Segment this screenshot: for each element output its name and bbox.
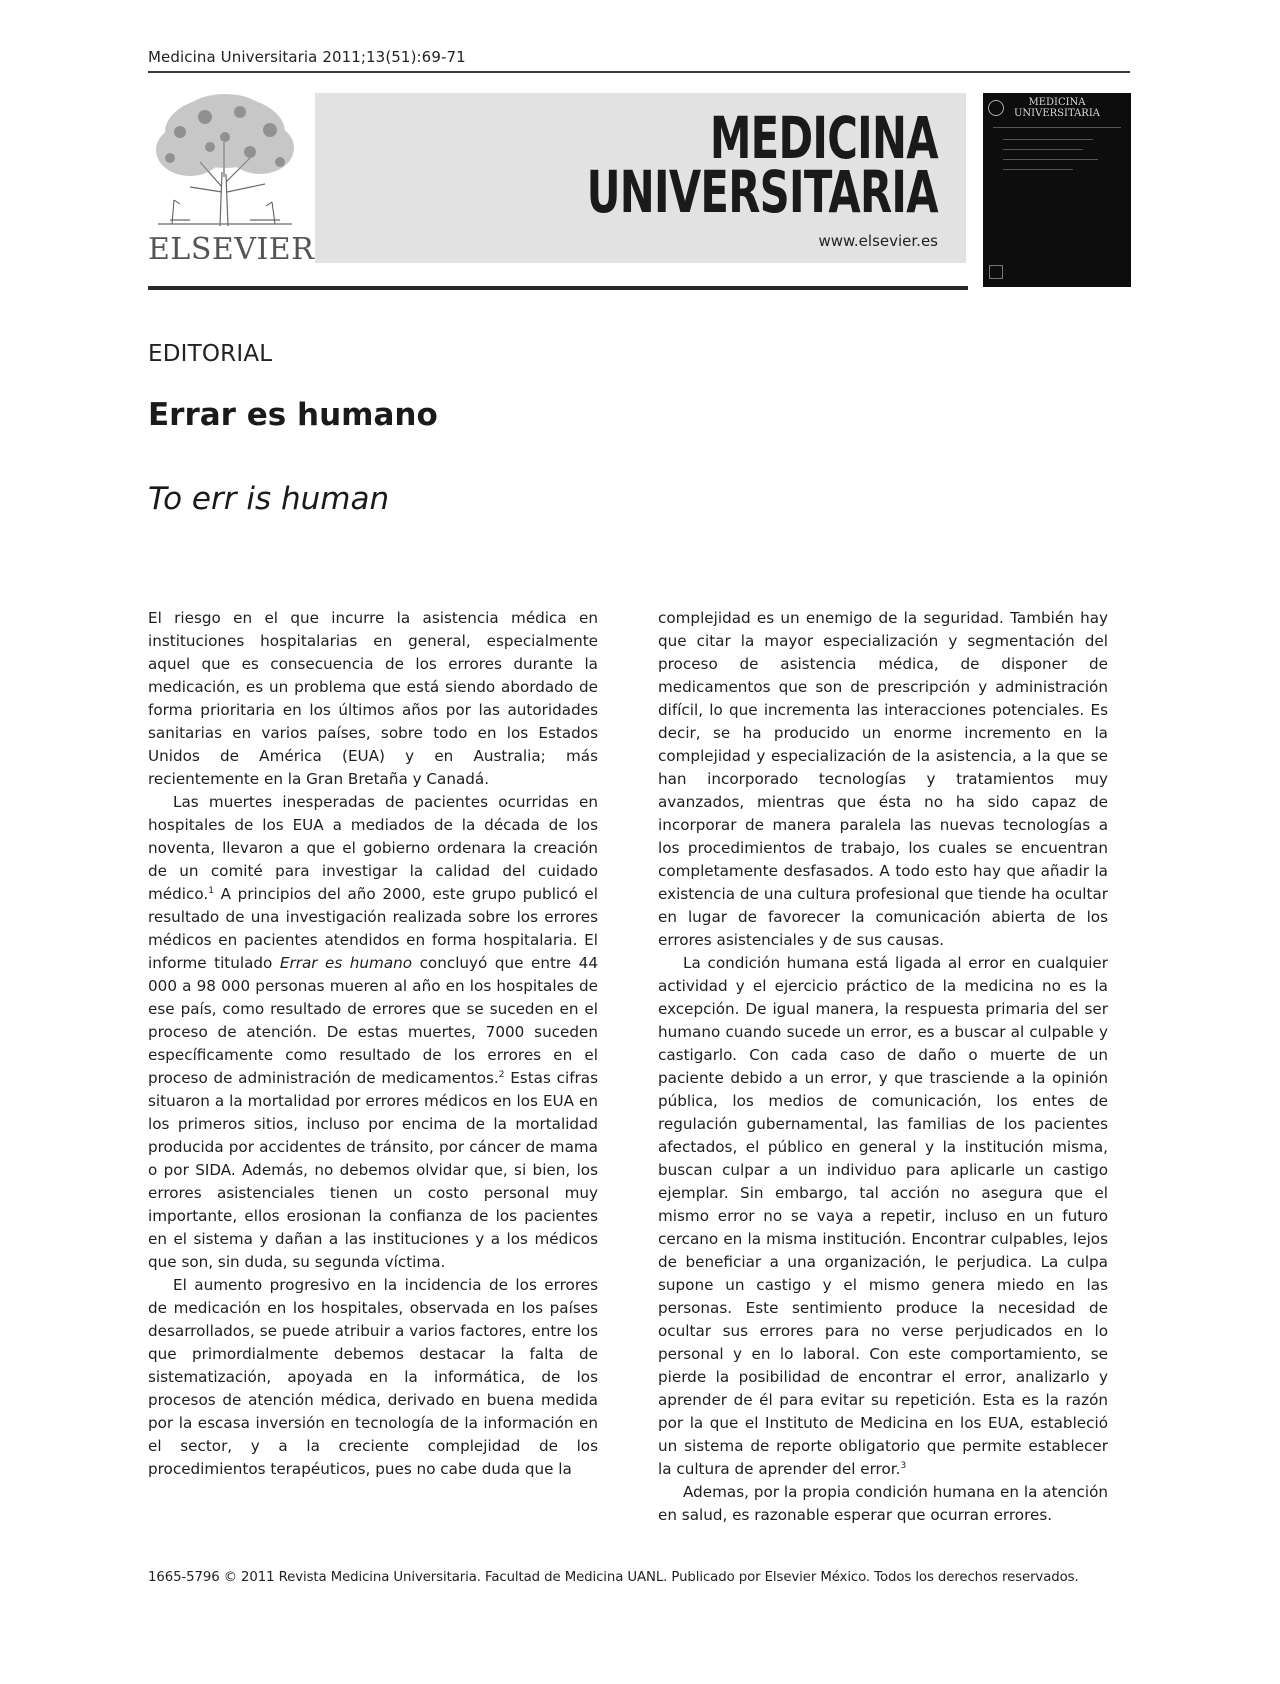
cover-divider: [993, 127, 1121, 128]
text-run: concluyó que entre 44 000 a 98 000 personas mueren al año en los hospitales de ese país, como resultado de errores que se suceden en el proceso de atención. De estas muertes, 7000 suceden específicamente como resultado de los errores en el proceso de administración de medicamentos.: [148, 954, 598, 1087]
cover-toc-line: [1003, 139, 1093, 140]
journal-title-line2: UNIVERSITARIA: [586, 158, 938, 226]
elsevier-tree-icon: [150, 92, 300, 230]
text-run: Estas cifras situaron a la mortalidad por errores médicos en los EUA en los primeros sitios, incluso por encima de la mortalidad producida por accidentes de tránsito, por cáncer de mama o por SIDA. Además, no debemos olvidar que, si bien, los errores asistenciales tienen un costo personal muy importante, ellos erosionan la confianza de los pacientes en el sistema y dañan a las instituciones y a los médicos que son, sin duda, su segunda víctima.: [148, 1069, 599, 1271]
citation-rule: [148, 71, 1130, 73]
cover-title-line1: MEDICINA: [1028, 97, 1086, 108]
copyright-footer: 1665-5796 © 2011 Revista Medicina Universitaria. Facultad de Medicina UANL. Publicado por Elsevier México. Todos los derechos reservados.: [148, 1570, 1079, 1585]
paragraph: El aumento progresivo en la incidencia de los errores de medicación en los hospitales, observada en los países desarrollados, se puede atribuir a varios factores, entre los que primordialmente debemos destacar la falta de sistematización, apoyada en la informática, de los procesos de atención médica, derivado en buena medida por la escasa inversión en tecnología de la información en el sector, y a la creciente complejidad de los procedimientos terapéuticos, pues no cabe duda que la: [148, 1276, 598, 1478]
citation-header: Medicina Universitaria 2011;13(51):69-71: [148, 48, 466, 66]
paragraph-continuation: complejidad es un enemigo de la seguridad. También hay que citar la mayor especialización y segmentación del proceso de asistencia médica, de disponer de medicamentos que son de prescripción y administración difícil, lo que incrementa las interacciones potenciales. Es decir, se ha producido un enorme incremento en la complejidad y especialización de la asistencia, a la que se han incorporado tecnologías y tratamientos muy avanzados, mientras que ésta no ha sido capaz de incorporar de manera paralela las nuevas tecnologías a los procedimientos de trabajo, los cuales se encuentran completamente desfasados. A todo esto hay que añadir la existencia de una cultura profesional que tiende ha ocultar en lugar de favorecer la comunicación abierta de los errores asistenciales y de sus causas.: [658, 609, 1108, 949]
cover-elsevier-icon: [989, 265, 1003, 279]
paragraph: [148, 791, 598, 1274]
journal-title: [586, 104, 938, 226]
elsevier-wordmark: ELSEVIER: [148, 232, 315, 267]
reference-marker: 3: [900, 1460, 907, 1471]
header-rule: [148, 286, 968, 290]
article-title-english: To err is human: [148, 481, 390, 517]
paragraph: Ademas, por la propia condición humana en la atención en salud, es razonable esperar que ocurran errores.: [658, 1483, 1108, 1524]
article-title: Errar es humano: [148, 397, 438, 433]
journal-website: www.elsevier.es: [818, 232, 938, 250]
cover-toc-line: [1003, 169, 1073, 170]
reference-marker: 2: [498, 1069, 505, 1080]
paragraph: El riesgo en el que incurre la asistencia médica en instituciones hospitalarias en general, especialmente aquel que es consecuencia de los errores durante la medicación, es un problema que está siendo abordado de forma prioritaria en los últimos años por las autoridades sanitarias en varios países, sobre todo en los Estados Unidos de América (EUA) y en Australia; más recientemente en la Gran Bretaña y Canadá.: [148, 609, 598, 788]
text-run: A principios del año 2000, este grupo publicó el resultado de una investigación realizada sobre los errores médicos en pacientes atendidos en forma hospitalaria. El informe titulado: [148, 885, 598, 972]
cover-title: [983, 97, 1131, 119]
italic-title: Errar es humano: [279, 954, 413, 972]
paragraph: [658, 952, 1108, 1481]
elsevier-logo: [148, 92, 315, 270]
reference-marker: 1: [208, 885, 214, 896]
journal-banner: [315, 93, 966, 263]
text-run: Las muertes inesperadas de pacientes ocurridas en hospitales de los EUA a mediados de la década de los noventa, llevaron a que el gobierno ordenara la creación de un comité para investigar la calidad del cuidado médico.: [148, 793, 598, 903]
cover-toc-line: [1003, 159, 1098, 160]
body-column-right: [658, 607, 1108, 1527]
journal-cover-thumbnail: [983, 93, 1131, 287]
cover-title-line2: UNIVERSITARIA: [1013, 108, 1101, 119]
journal-title-line1: MEDICINA: [710, 104, 938, 172]
body-column-left: [148, 607, 598, 1481]
text-run: La condición humana está ligada al error en cualquier actividad y el ejercicio práctico de la medicina no es la excepción. De igual manera, la respuesta primaria del ser humano cuando sucede un error, es a buscar al culpable y castigarlo. Con cada caso de daño o muerte de un paciente debido a un error, y que trasciende a la opinión pública, los medios de comunicación, los entes de regulación gubernamental, las familias de los pacientes afectados, el público en general y la institución misma, buscan culpar a un individuo para aplicarle un castigo ejemplar. Sin embargo, tal acción no asegura que el mismo error no se vaya a repetir, incluso en un futuro cercano en la misma institución. Encontrar culpables, lejos de beneficiar a una organización, le perjudica. La culpa supone un castigo y el mismo genera miedo en las personas. Este sentimiento produce la necesidad de ocultar sus errores para no verse perjudicados en lo personal y en lo laboral. Con este comportamiento, se pierde la posibilidad de encontrar el error, analizarlo y aprender de él para evitar su repetición. Esta es la razón por la que el Instituto de Medicina en los EUA, estableció un sistema de reporte obligatorio que permite establecer la cultura de aprender del error.: [658, 954, 1108, 1478]
section-label: EDITORIAL: [148, 341, 273, 367]
cover-toc-line: [1003, 149, 1083, 150]
